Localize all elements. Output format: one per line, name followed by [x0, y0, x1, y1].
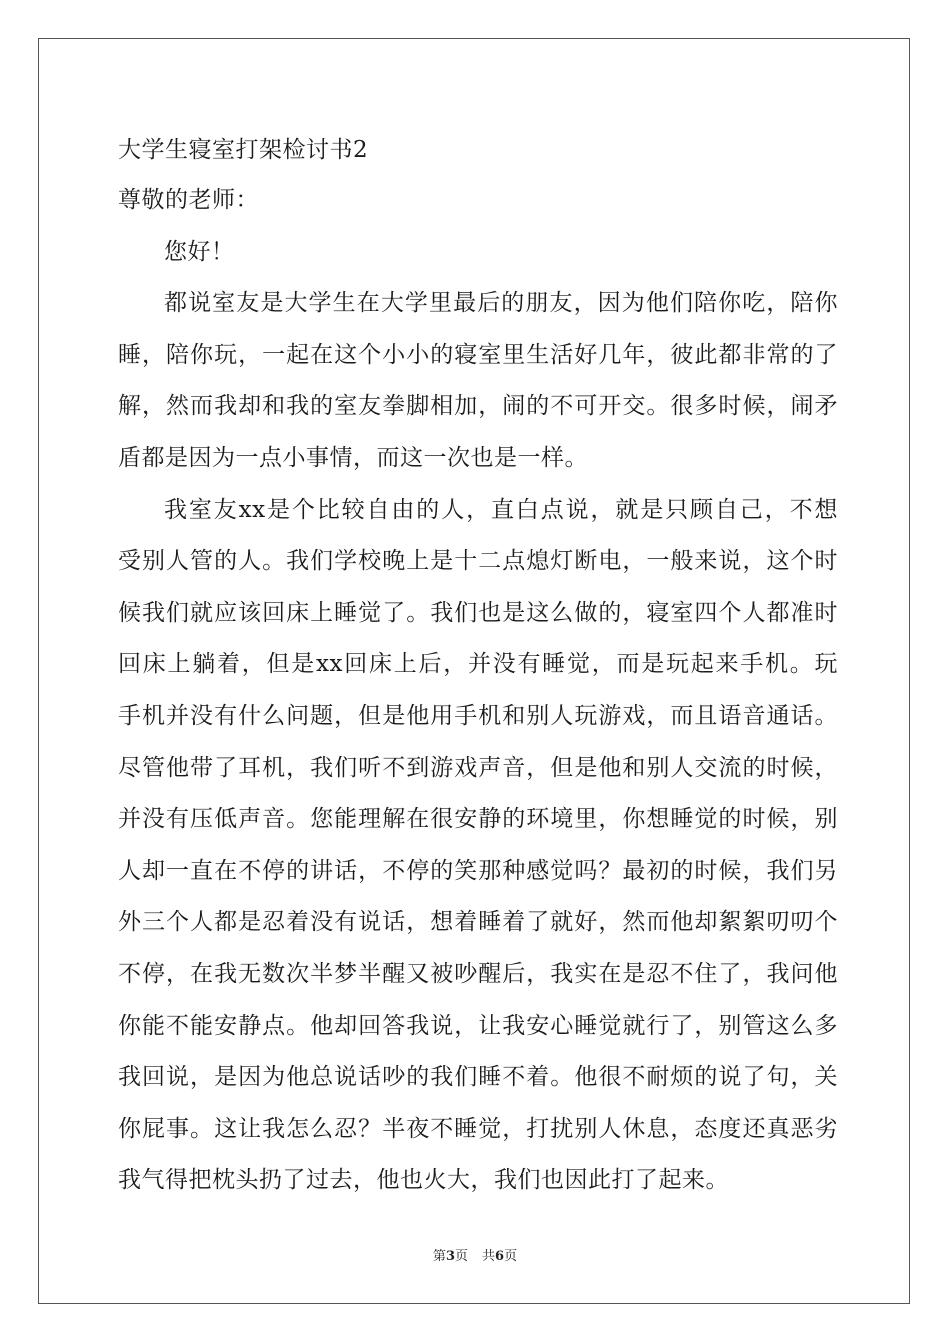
paragraph-line: 并没有压低声音。您能理解在很安静的环境里，你想睡觉的时候，别	[118, 806, 838, 833]
paragraph-line: 手机并没有什么问题，但是他用手机和别人玩游戏，而且语音通话。	[118, 702, 838, 729]
paragraph-1	[118, 278, 838, 484]
paragraph-line: 你屁事。这让我怎么忍？半夜不睡觉，打扰别人休息，态度还真恶劣	[118, 1115, 838, 1142]
paragraph-line: 我气得把枕头扔了过去，他也火大，我们也因此打了起来。	[118, 1167, 729, 1194]
paragraph-line: 候我们就应该回床上睡觉了。我们也是这么做的，寝室四个人都准时	[118, 599, 838, 626]
page-number-footer	[0, 1245, 950, 1264]
paragraph-line: 我室友xx是个比较自由的人，直白点说，就是只顾自己，不想	[164, 496, 838, 523]
paragraph-line: 盾都是因为一点小事情，而这一次也是一样。	[118, 444, 588, 471]
page-prefix: 第	[432, 1249, 446, 1264]
paragraph-line: 不停，在我无数次半梦半醒又被吵醒后，我实在是忍不住了，我问他	[118, 960, 838, 987]
greeting: 您好！	[164, 238, 235, 265]
total-prefix: 共	[482, 1249, 496, 1264]
total-suffix: 页	[504, 1249, 518, 1264]
current-page-number: 3	[445, 1249, 455, 1264]
paragraph-line: 都说室友是大学生在大学里最后的朋友，因为他们陪你吃，陪你	[164, 290, 838, 317]
page-suffix: 页	[454, 1249, 468, 1264]
paragraph-2	[118, 485, 838, 1207]
document-title: 大学生寝室打架检讨书2	[118, 137, 369, 163]
total-page-number: 6	[495, 1249, 505, 1264]
paragraph-line: 人却一直在不停的讲话，不停的笑那种感觉吗？最初的时候，我们另	[118, 857, 838, 884]
paragraph-line: 你能不能安静点。他却回答我说，让我安心睡觉就行了，别管这么多	[118, 1012, 838, 1039]
paragraph-line: 回床上躺着，但是xx回床上后，并没有睡觉，而是玩起来手机。玩	[118, 651, 838, 678]
paragraph-line: 外三个人都是忍着没有说话，想着睡着了就好，然而他却絮絮叨叨个	[118, 909, 838, 936]
paragraph-line: 我回说，是因为他总说话吵的我们睡不着。他很不耐烦的说了句，关	[118, 1064, 838, 1091]
document-body	[118, 125, 838, 1207]
paragraph-line: 尽管他带了耳机，我们听不到游戏声音，但是他和别人交流的时候，	[118, 754, 838, 781]
paragraph-line: 受别人管的人。我们学校晚上是十二点熄灯断电，一般来说，这个时	[118, 548, 838, 575]
paragraph-line: 解，然而我却和我的室友拳脚相加，闹的不可开交。很多时候，闹矛	[118, 393, 838, 420]
paragraph-line: 睡，陪你玩，一起在这个小小的寝室里生活好几年，彼此都非常的了	[118, 341, 838, 368]
salutation: 尊敬的老师：	[118, 187, 259, 213]
